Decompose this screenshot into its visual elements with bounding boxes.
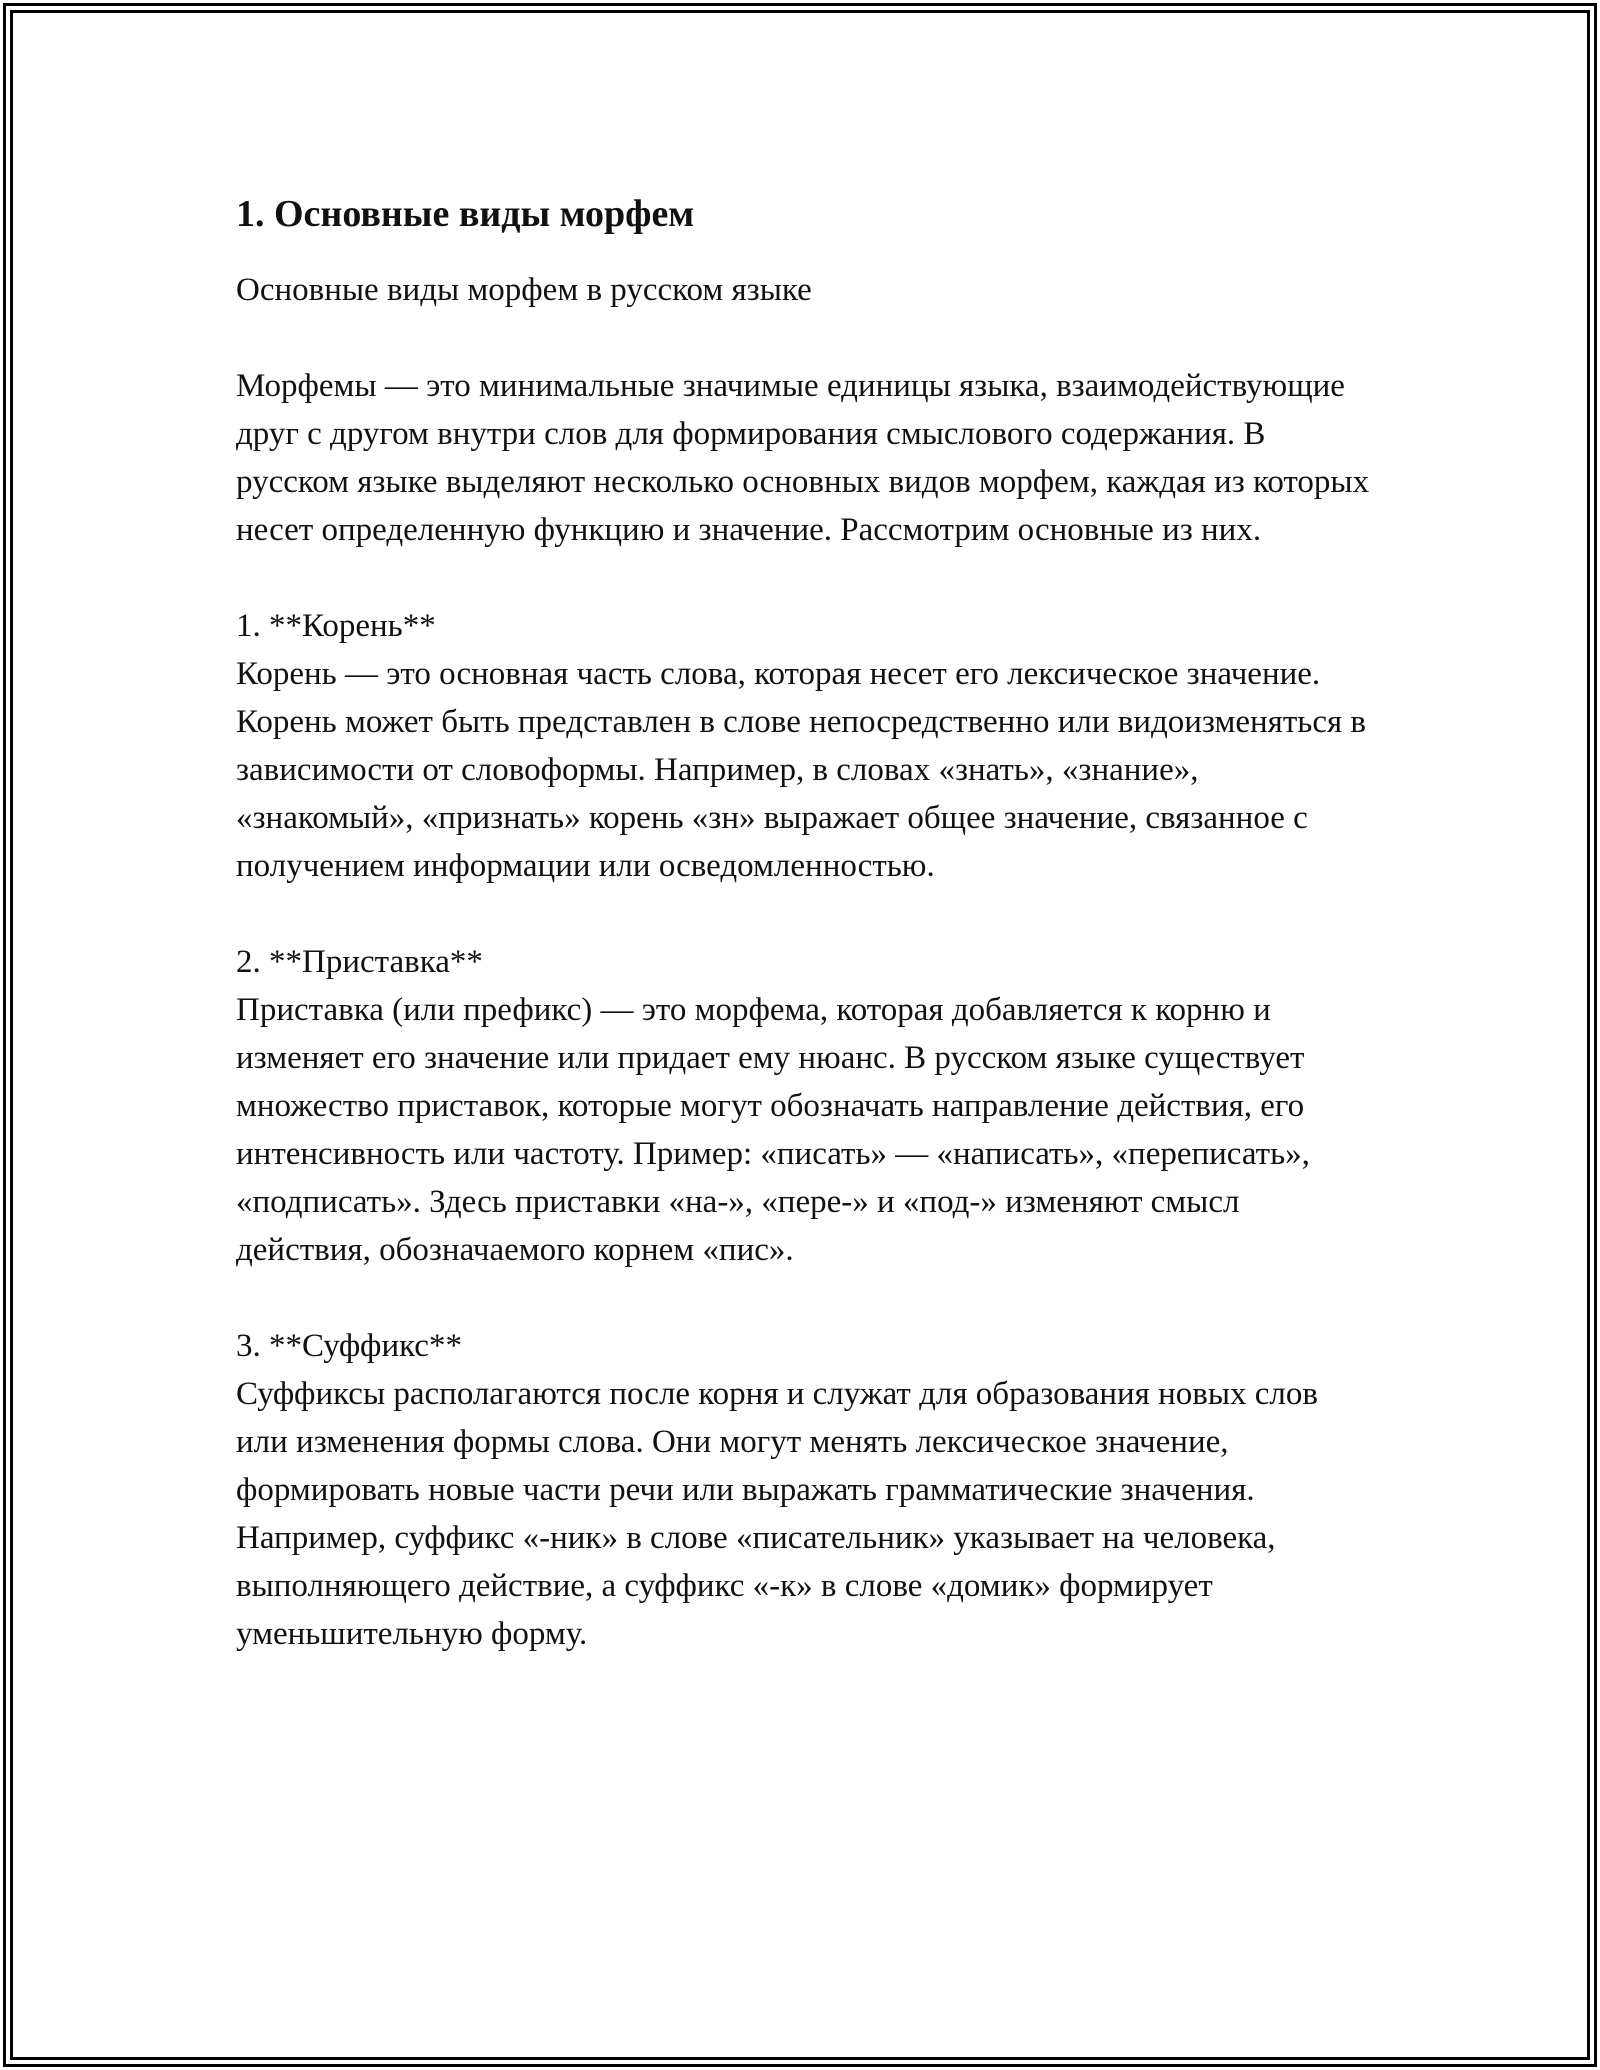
document-title: 1. Основные виды морфем <box>236 193 695 235</box>
section-body-root: Корень — это основная часть слова, которая несет его лексическое значение. Корень может быть представлен в слове непосредственно или видоизменяться в зависимости от словоформы. Например, в словах «знать», «знание», «знакомый», «признать» корень «зн» выражает общее значение, связанное с получением информации или осведомленностью. <box>236 656 1366 884</box>
document-body <box>236 190 1376 1706</box>
section-heading-suffix: 3. **Суффикс** <box>236 1328 462 1364</box>
document-subtitle: Основные виды морфем в русском языке <box>236 272 812 308</box>
section-body-suffix: Суффиксы располагаются после корня и служат для образования новых слов или изменения формы слова. Они могут менять лексическое значение, формировать новые части речи или выражать грамматические значения. Например, суффикс «-ник» в слове «писательник» указывает на человека, выполняющего действие, а суффикс «-к» в слове «домик» формирует уменьшительную форму. <box>236 1376 1318 1652</box>
section-heading-root: 1. **Корень** <box>236 608 436 644</box>
section-heading-prefix: 2. **Приставка** <box>236 944 483 980</box>
intro-paragraph: Морфемы — это минимальные значимые единицы языка, взаимодействующие друг с другом внутри слов для формирования смыслового содержания. В русском языке выделяют несколько основных видов морфем, каждая из которых несет определенную функцию и значение. Рассмотрим основные из них. <box>236 368 1370 548</box>
section-body-prefix: Приставка (или префикс) — это морфема, которая добавляется к корню и изменяет его значение или придает ему нюанс. В русском языке существует множество приставок, которые могут обозначать направление действия, его интенсивность или частоту. Пример: «писать» — «написать», «переписать», «подписать». Здесь приставки «на-», «пере-» и «под-» изменяют смысл действия, обозначаемого корнем «пис». <box>236 992 1310 1268</box>
